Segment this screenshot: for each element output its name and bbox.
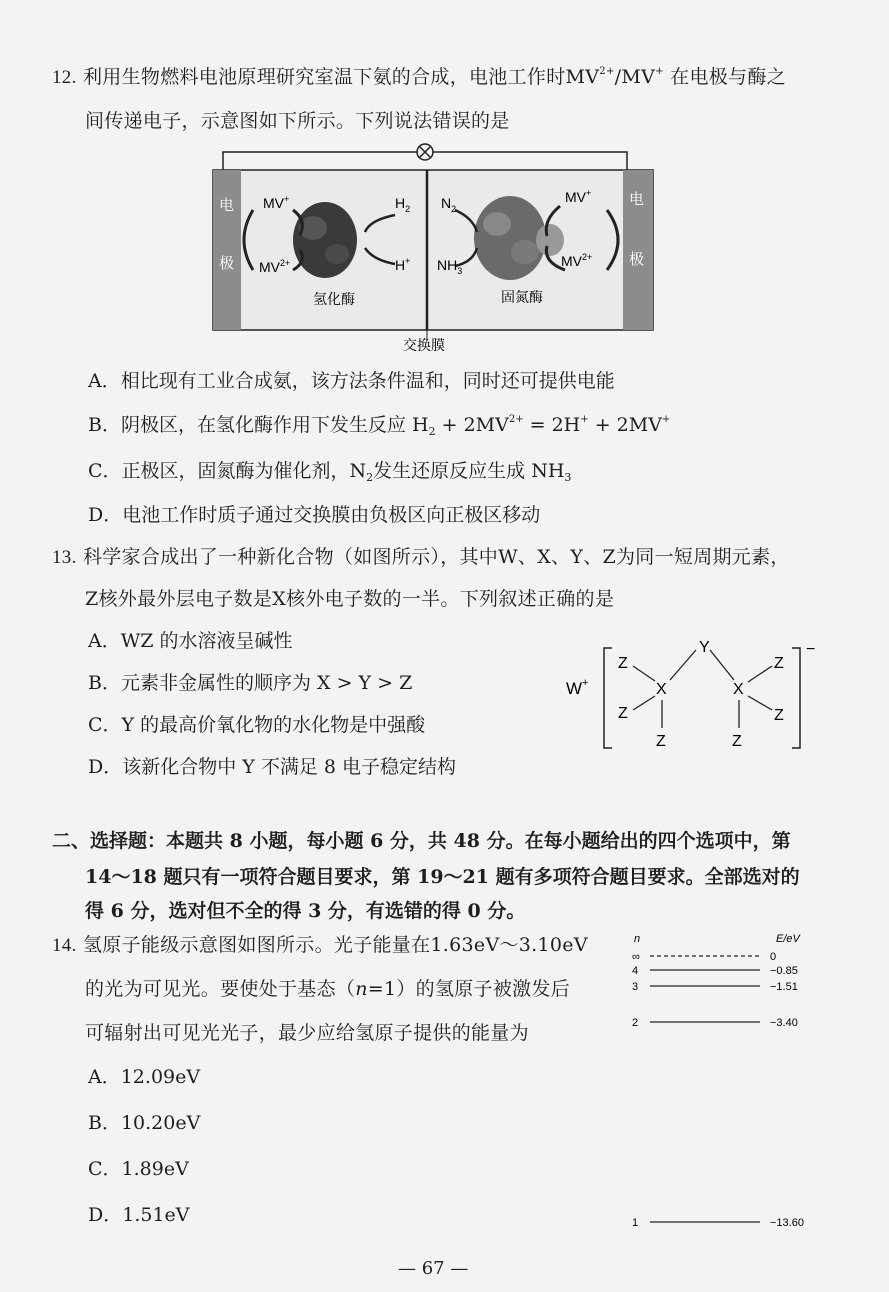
energy-level-n: 1 <box>632 1217 639 1229</box>
q12-stem-line1: 12. 利用生物燃料电池原理研究室温下氨的合成，电池工作时$MV^{2+}/MV^+$ 在电极与酶之 <box>52 66 786 88</box>
nitrogenase-enzyme <box>474 196 546 280</box>
charge-minus: − <box>806 641 816 658</box>
q13-option-c: C．Y 的最高价氧化物的水化物是中强酸 <box>88 714 426 736</box>
z-atom: Z <box>618 655 628 672</box>
energy-level-diagram <box>620 930 820 1235</box>
q12-stem-line2: 间传递电子，示意图如下所示。下列说法错误的是 <box>85 110 510 132</box>
right-electrode-label-1: 电 <box>629 191 645 208</box>
energy-level-value: −3.40 <box>770 1017 798 1029</box>
nh3-label: $NH_3$ <box>437 257 463 276</box>
left-electrode-label-2: 极 <box>219 255 235 272</box>
bracket-right <box>792 648 800 748</box>
energy-level-value: −1.51 <box>770 981 798 993</box>
q14-stem-line3: 可辐射出可见光光子，最少应给氢原子提供的能量为 <box>85 1022 529 1044</box>
z-atom: Z <box>732 733 742 750</box>
section2-line3: 得 6 分，选对但不全的得 3 分，有选错的得 0 分。 <box>85 900 526 922</box>
bracket-left <box>604 648 612 748</box>
q14-stem-line1: 14. 氢原子能级示意图如图所示。光子能量在1.63eV～3.10eV <box>52 934 588 956</box>
q14-option-b: B．10.20eV <box>88 1112 201 1134</box>
energy-level-n: 2 <box>632 1017 639 1029</box>
left-electrode <box>213 170 241 330</box>
q14-option-c: C．1.89eV <box>88 1158 189 1180</box>
z-atom: Z <box>618 705 628 722</box>
q13-option-d: D．该新化合物中 Y 不满足 8 电子稳定结构 <box>88 756 457 778</box>
q14-option-a: A．12.09eV <box>88 1066 201 1088</box>
q14-stem-line2: 的光为可见光。要使处于基态（n=1）的氢原子被激发后 <box>85 978 571 1000</box>
hplus-label: H+ <box>395 256 411 273</box>
right-mv-plus: MV+ <box>565 188 592 205</box>
q13-stem-line1: 13. 科学家合成出了一种新化合物（如图所示），其中W、X、Y、Z为同一短周期元素， <box>52 546 790 568</box>
page-number: — 67 — <box>398 1258 469 1279</box>
e-header: E/eV <box>776 933 800 945</box>
section2-line2: 14～18 题只有一项符合题目要求，第 19～21 题有多项符合题目要求。全部选对的 <box>85 866 800 888</box>
q12-option-d: D．电池工作时质子通过交换膜由负极区向正极区移动 <box>88 504 541 526</box>
y-atom: Y <box>699 639 710 656</box>
z-atom: Z <box>656 733 666 750</box>
left-mv-plus: MV+ <box>263 194 290 211</box>
z-atom: Z <box>774 655 784 672</box>
energy-level-n: ∞ <box>632 951 640 963</box>
hydrogenase-label: 氢化酶 <box>313 291 355 307</box>
compound-structure <box>560 628 830 778</box>
energy-level-value: −0.85 <box>770 965 798 977</box>
energy-level-n: 3 <box>632 981 639 993</box>
right-electrode-label-2: 极 <box>629 251 645 268</box>
fuel-cell-diagram <box>205 140 660 355</box>
left-electrode-label-1: 电 <box>219 197 235 214</box>
membrane-label: 交换膜 <box>403 337 445 353</box>
energy-level-n: 4 <box>632 965 639 977</box>
energy-level-value: 0 <box>770 951 777 963</box>
energy-level-value: −13.60 <box>770 1217 804 1229</box>
h2-label: $H_2$ <box>395 195 411 214</box>
nitrogenase-label: 固氮酶 <box>501 289 543 305</box>
n2-label: $N_2$ <box>441 195 457 214</box>
z-atom: Z <box>774 707 784 724</box>
q12-option-b: B．阴极区，在氢化酶作用下发生反应 $H_2 + 2MV^{2+} = 2H^+ + 2MV^+$ <box>88 414 671 438</box>
x-atom-right: X <box>733 681 744 698</box>
hydrogenase-enzyme <box>293 202 357 278</box>
left-mv-2plus: $MV^{2+}$ <box>259 258 291 275</box>
x-atom-left: X <box>656 681 667 698</box>
q12-option-a: A．相比现有工业合成氨，该方法条件温和，同时还可提供电能 <box>88 370 615 392</box>
n-header: n <box>634 933 641 945</box>
q13-stem-line2: Z核外最外层电子数是X核外电子数的一半。下列叙述正确的是 <box>85 588 615 610</box>
q13-option-b: B．元素非金属性的顺序为 X > Y > Z <box>88 672 413 694</box>
section2-line1: 二、选择题：本题共 8 小题，每小题 6 分，共 48 分。在每小题给出的四个选项中，第 <box>52 830 791 852</box>
right-mv-2plus: $MV^{2+}$ <box>561 252 593 269</box>
q13-option-a: A．WZ 的水溶液呈碱性 <box>88 630 293 652</box>
q12-option-c: C．正极区，固氮酶为催化剂，$N_2$发生还原反应生成 $NH_3$ <box>88 460 572 484</box>
w-atom: W+ <box>566 677 589 698</box>
q14-option-d: D．1.51eV <box>88 1204 190 1226</box>
